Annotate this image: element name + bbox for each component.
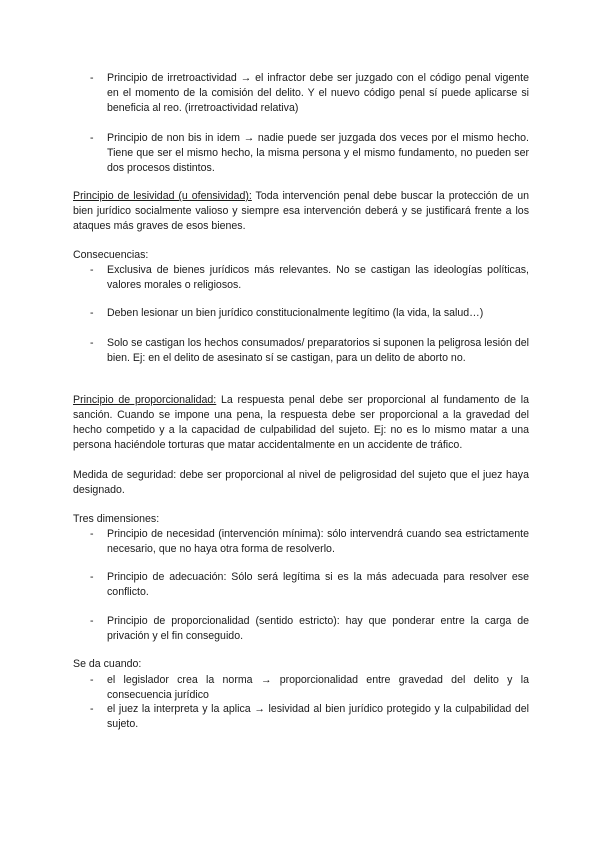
- bullet-dash: -: [90, 674, 94, 686]
- list-item-text: Principio de irretroactividad → el infractor debe ser juzgado con el código penal vigente en el momento de la comisión del delito. Y el nuevo código penal sí puede aplicarse si beneficia al reo. (irretroactividad relativa): [107, 72, 529, 114]
- list-item-text: Principio de proporcionalidad (sentido estricto): hay que ponderar entre la carga de privación y el fin conseguido.: [107, 615, 529, 642]
- list-item-text: el juez la interpreta y la aplica → lesividad al bien jurídico protegido y la culpabilidad del sujeto.: [107, 703, 529, 730]
- list-item-text: Principio de adecuación: Sólo será legítima si es la más adecuada para resolver ese conflicto.: [107, 571, 529, 598]
- list-item-text: Principio de non bis in idem → nadie puede ser juzgada dos veces por el mismo hecho. Tiene que ser el mismo hecho, la misma persona y el mismo fundamento, no pueden ser dos procesos distintos.: [107, 132, 529, 174]
- paragraph-proporcionalidad: [73, 393, 529, 453]
- label-se-da-cuando: Se da cuando:: [73, 658, 142, 670]
- bullet-dash: -: [90, 615, 94, 627]
- paragraph-lesividad: [73, 189, 529, 234]
- list-item-consecuencia-2: [90, 306, 529, 321]
- section-heading-proporcionalidad: Principio de proporcionalidad:: [73, 394, 217, 406]
- paragraph-medida-seguridad: Medida de seguridad: debe ser proporcional al nivel de peligrosidad del sujeto que el juez haya designado.: [73, 469, 529, 496]
- label-tres-dimensiones: Tres dimensiones:: [73, 513, 160, 525]
- label-consecuencias: Consecuencias:: [73, 249, 149, 261]
- section-heading-lesividad: Principio de lesividad (u ofensividad):: [73, 190, 252, 202]
- bullet-dash: -: [90, 571, 94, 583]
- list-item-consecuencia-1: [90, 263, 529, 293]
- list-item-consecuencia-3: [90, 336, 529, 366]
- list-item-text: Principio de necesidad (intervención mínima): sólo intervendrá cuando sea estrictamente necesario, que no haya otra forma de resolverlo.: [107, 528, 529, 555]
- paragraph-text: Toda intervención penal debe buscar la protección de un bien jurídico socialmente valioso y siempre esa intervención deberá y se justificará frente a los ataques más graves de esos bienes.: [73, 190, 529, 232]
- list-item-text: el legislador crea la norma → proporcionalidad entre gravedad del delito y la consecuencia jurídico: [107, 674, 529, 701]
- list-item-juez: [90, 702, 529, 732]
- list-item-adecuacion: [90, 570, 529, 600]
- list-item-text: Exclusiva de bienes jurídicos más relevantes. No se castigan las ideologías políticas, valores morales o religiosos.: [107, 264, 529, 291]
- bullet-dash: -: [90, 528, 94, 540]
- list-item-text: Deben lesionar un bien jurídico constitucionalmente legítimo (la vida, la salud…): [107, 307, 484, 319]
- list-item-text: Solo se castigan los hechos consumados/ preparatorios si suponen la peligrosa lesión del bien. Ej: en el delito de asesinato sí se castigan, para un delito de aborto no.: [107, 337, 529, 364]
- list-item-proporcionalidad-estricta: [90, 614, 529, 644]
- bullet-dash: -: [90, 72, 94, 84]
- paragraph-text: La respuesta penal debe ser proporcional al fundamento de la sanción. Cuando se impone una pena, la respuesta debe ser proporcional a la gravedad del hecho competido y a la capacidad de culpabilidad del sujeto. Ej: no es lo mismo matar a una persona haciéndole torturas que matar accidentalmente en un accidente de tráfico.: [73, 394, 529, 451]
- list-item-irretroactividad: [90, 71, 529, 116]
- bullet-dash: -: [90, 264, 94, 276]
- list-item-legislador: [90, 673, 529, 703]
- bullet-dash: -: [90, 337, 94, 349]
- bullet-dash: -: [90, 703, 94, 715]
- bullet-dash: -: [90, 307, 94, 319]
- bullet-dash: -: [90, 132, 94, 144]
- list-item-necesidad: [90, 527, 529, 557]
- list-item-non-bis-in-idem: [90, 131, 529, 176]
